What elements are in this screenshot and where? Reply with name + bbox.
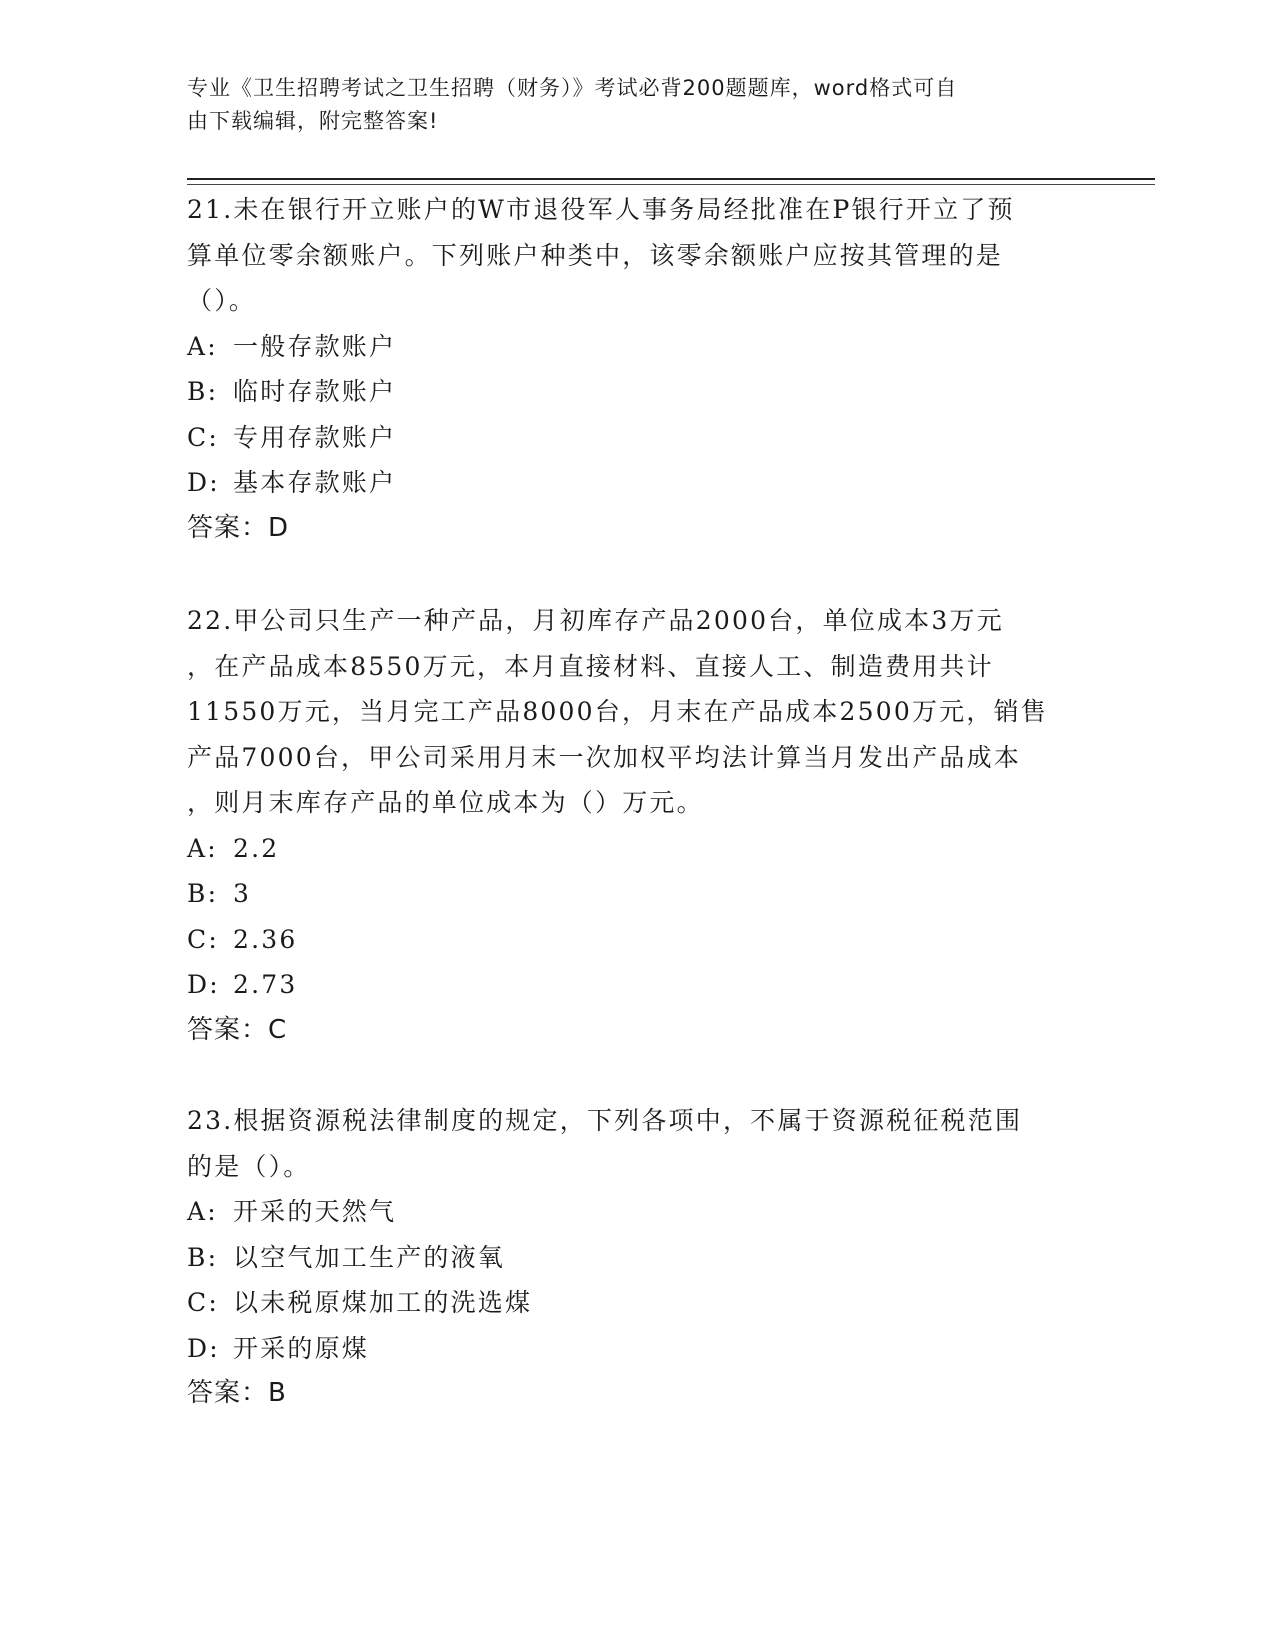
option-letter: A: [187,331,218,361]
option-a [187,324,1067,370]
header-divider-thick [187,178,1155,180]
answer-line: 答案：C [187,1014,288,1045]
question-stem-line: 22.甲公司只生产一种产品，月初库存产品2000台，单位成本3万元 [187,606,1004,635]
option-c [187,415,1067,461]
option-text: 开采的原煤 [233,1333,370,1363]
option-text: 3 [233,879,252,908]
option-b [187,871,1067,917]
question-23 [187,1098,1067,1416]
header-line-2: 由下载编辑，附完整答案! [187,109,439,133]
question-stem-line: 23.根据资源税法律制度的规定，下列各项中，不属于资源税征税范围 [187,1106,1023,1135]
answer-line: 答案：D [187,512,290,543]
option-a [187,1189,1067,1235]
option-letter: B: [187,377,219,406]
option-letter: A: [187,833,218,863]
header-line-1: 专业《卫生招聘考试之卫生招聘（财务）》考试必背200题题库，word格式可自 [187,76,958,100]
option-a [187,826,1067,872]
question-stem-line: ，在产品成本8550万元，本月直接材料、直接人工、制造费用共计 [187,651,994,681]
question-stem-line: ，则月末库存产品的单位成本为（）万元。 [187,788,704,817]
option-letter: D: [187,970,220,999]
question-21 [187,187,1067,551]
option-d [187,1326,1067,1372]
question-stem-line: 11550万元，当月完工产品8000台，月末在产品成本2500万元，销售 [187,697,1048,726]
option-text: 2.73 [233,970,298,999]
option-c [187,917,1067,963]
header-divider-thin [187,184,1155,185]
option-b [187,369,1067,415]
document-header [187,72,1067,138]
question-stem-line: 算单位零余额账户。下列账户种类中，该零余额账户应按其管理的是 [187,240,1004,270]
option-d [187,460,1067,506]
option-text: 以未税原煤加工的洗选煤 [233,1288,533,1317]
question-stem-line: （）。 [187,286,257,315]
option-text: 以空气加工生产的液氧 [233,1242,506,1272]
option-text: 专用存款账户 [233,422,397,452]
option-letter: D: [187,468,220,497]
answer-line: 答案：B [187,1378,287,1408]
option-text: 一般存款账户 [233,331,397,361]
option-letter: D: [187,1333,220,1363]
option-letter: B: [187,1242,219,1272]
option-letter: C: [187,1288,219,1317]
option-text: 基本存款账户 [233,468,397,497]
question-stem-line: 产品7000台，甲公司采用月末一次加权平均法计算当月发出产品成本 [187,742,1022,772]
option-letter: B: [187,879,219,908]
option-letter: C: [187,924,219,954]
option-text: 临时存款账户 [233,377,397,406]
option-b [187,1235,1067,1281]
option-letter: C: [187,422,219,452]
option-c [187,1280,1067,1326]
question-stem-line: 的是（）。 [187,1151,311,1181]
option-text: 2.2 [233,833,280,863]
option-d [187,962,1067,1008]
option-text: 开采的天然气 [233,1197,397,1226]
question-22 [187,598,1067,1053]
question-stem-line: 21.未在银行开立账户的W市退役军人事务局经批准在P银行开立了预 [187,195,1015,224]
option-letter: A: [187,1197,218,1226]
option-text: 2.36 [233,924,298,954]
